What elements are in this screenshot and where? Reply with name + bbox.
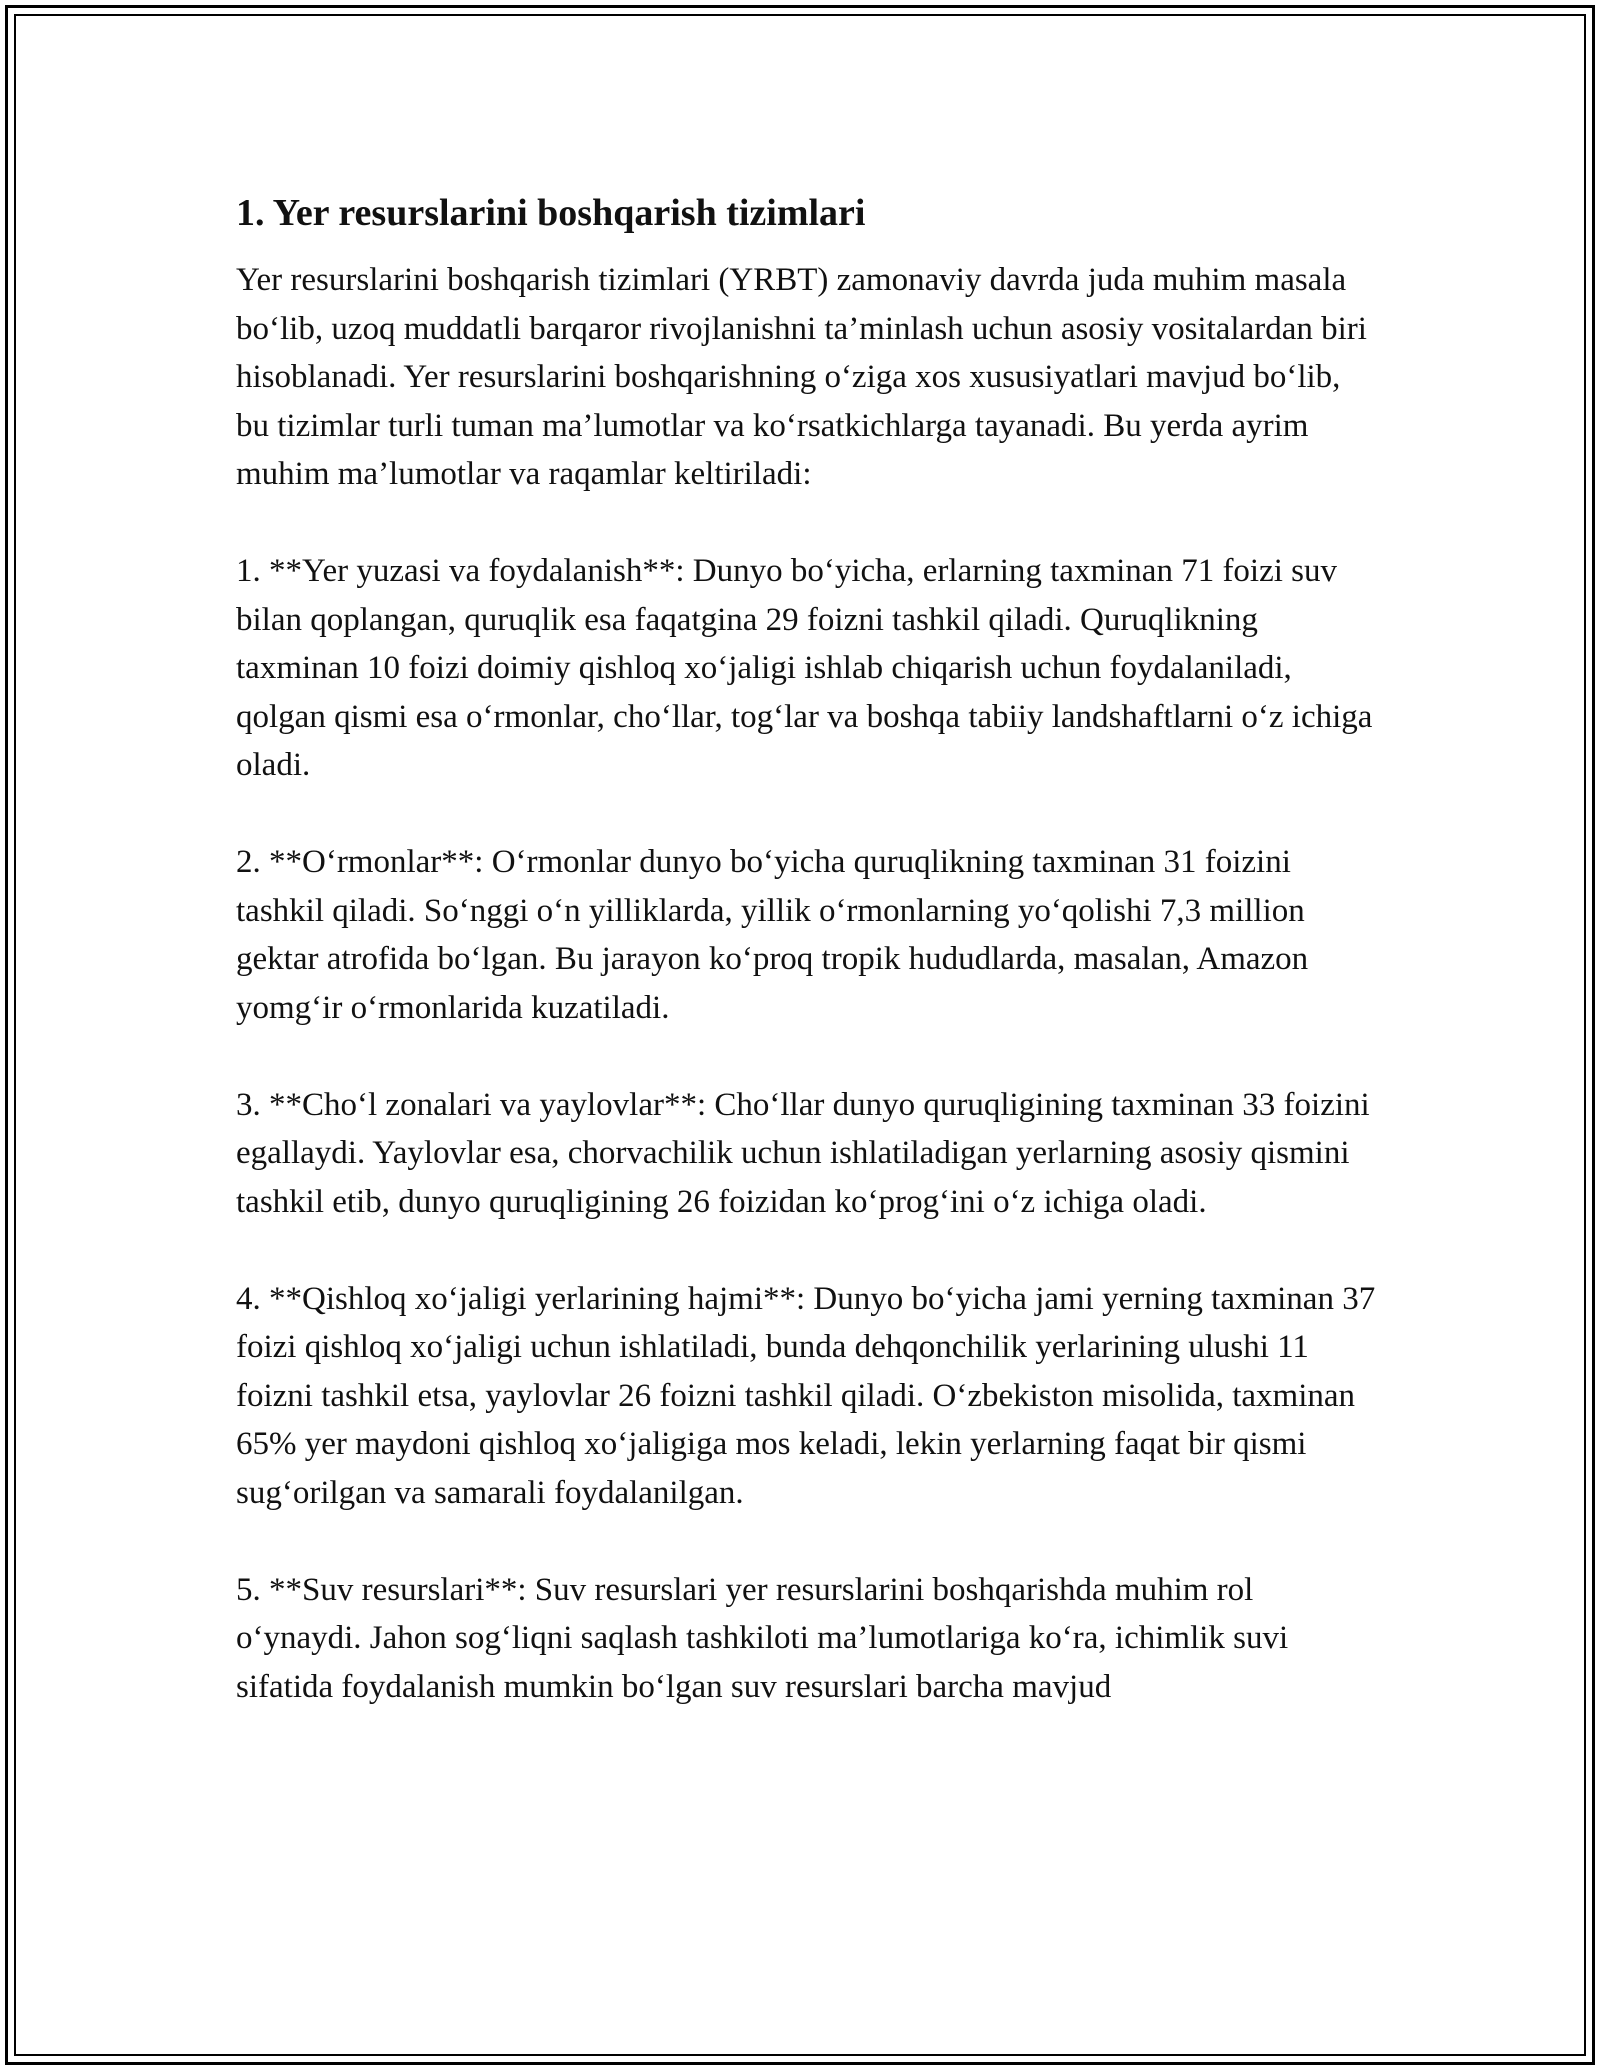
list-item-water-resources: 5. **Suv resurslari**: Suv resurslari yer resurslarini boshqarishda muhim rol o‘ynaydi. Jahon sog‘liqni saqlash tashkiloti ma’lumotlariga ko‘ra, ichimlik suvi sifatida foydalanish mumkin bo‘lgan suv resurslari barcha mavjud [236,1571,1289,1705]
list-item-forests: 2. **O‘rmonlar**: O‘rmonlar dunyo bo‘yicha quruqlikning taxminan 31 foizini tashkil qiladi. So‘nggi o‘n yilliklarda, yillik o‘rmonlarning yo‘qolishi 7,3 million gektar atrofida bo‘lgan. Bu jarayon ko‘proq tropik hududlarda, masalan, Amazon yomg‘ir o‘rmonlarida kuzatiladi. [236,844,1309,1026]
document-body [236,188,1376,1760]
section-heading: 1. Yer resurslarini boshqarish tizimlari [236,192,866,234]
list-item-land-surface: 1. **Yer yuzasi va foydalanish**: Dunyo bo‘yicha, erlarning taxminan 71 foizi suv bilan qoplangan, quruqlik esa faqatgina 29 foizni tashkil qiladi. Quruqlikning taxminan 10 foizi doimiy qishloq xo‘jaligi ishlab chiqarish uchun foydalaniladi, qolgan qismi esa o‘rmonlar, cho‘llar, tog‘lar va boshqa tabiiy landshaftlarni o‘z ichiga oladi. [236,553,1373,783]
list-item-agricultural-land: 4. **Qishloq xo‘jaligi yerlarining hajmi**: Dunyo bo‘yicha jami yerning taxminan 37 foizi qishloq xo‘jaligi uchun ishlatiladi, bunda dehqonchilik yerlarining ulushi 11 foizni tashkil etsa, yaylovlar 26 foizni tashkil qiladi. O‘zbekiston misolida, taxminan 65% yer maydoni qishloq xo‘jaligiga mos keladi, lekin yerlarning faqat bir qismi sug‘orilgan va samarali foydalanilgan. [236,1280,1376,1511]
list-item-deserts-pastures: 3. **Cho‘l zonalari va yaylovlar**: Cho‘llar dunyo quruqligining taxminan 33 foizini egallaydi. Yaylovlar esa, chorvachilik uchun ishlatiladigan yerlarning asosiy qismini tashkil etib, dunyo quruqligining 26 foizidan ko‘prog‘ini o‘z ichiga oladi. [236,1086,1370,1220]
intro-paragraph: Yer resurslarini boshqarish tizimlari (YRBT) zamonaviy davrda juda muhim masala bo‘lib, uzoq muddatli barqaror rivojlanishni ta’minlash uchun asosiy vositalardan biri hisoblanadi. Yer resurslarini boshqarishning o‘ziga xos xususiyatlari mavjud bo‘lib, bu tizimlar turli tuman ma’lumotlar va ko‘rsatkichlarga tayanadi. Bu yerda ayrim muhim ma’lumotlar va raqamlar keltiriladi: [236,262,1367,492]
